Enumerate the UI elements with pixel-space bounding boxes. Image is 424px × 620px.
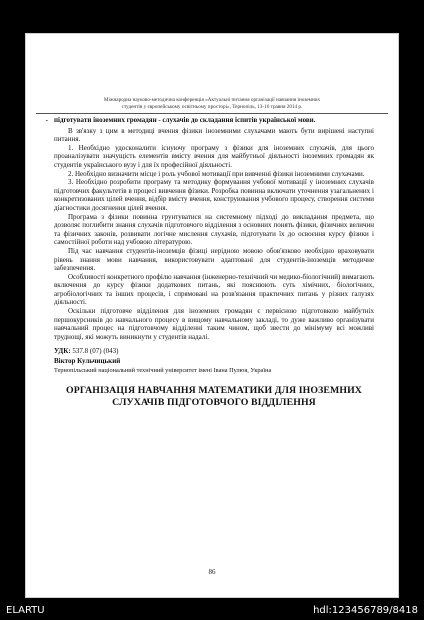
paragraph: Особливості конкретного профілю навчання (інженерно-технічний чи медико-біологічний) вимагають включення до курсу фізики додаткових питань, які пояснюють суть хімічних, біологічних, агробіологічних та інших процесів, і спрямовані на розв'язання практичних питань у різних галузях діяльності.	[54, 272, 375, 307]
handle-id: hdl:123456789/8418	[313, 605, 418, 616]
paragraph: Оскільки підготовче відділення для іноземних громадян є первісною підготовкою майбутніх першокурсників до навчального процесу в вищому навчальному закладі, то дуже важливо організувати навчальний процес на підготовчому відділенні таким чином, щоб звести до мінімуму всі можливі труднощі, які можуть виникнути у студентів надалі.	[54, 307, 374, 341]
header-line-2: студентів у європейському освітньому просторі», Тернопіль, 13-16 травня 2014 р.	[121, 104, 303, 110]
header-divider	[36, 113, 388, 114]
header-line-1: Міжнародна науково-методична конференція «Актуальні питання організації навчання іноземних	[103, 97, 321, 103]
article-body	[45, 116, 375, 408]
page-number: 86	[208, 568, 216, 576]
author-name: Віктор Кульчицький	[54, 357, 121, 366]
article-title: ОРГАНІЗАЦІЯ НАВЧАННЯ МАТЕМАТИКИ ДЛЯ ІНОЗЕМНИХ СЛУХАЧІВ ПІДГОТОВЧОГО ВІДДІЛЕННЯ	[66, 385, 362, 408]
document-page	[26, 34, 398, 597]
bullet-item	[40, 116, 374, 125]
running-header	[36, 97, 388, 111]
paragraph: 1. Необхідно удосконалити існуючу програму з фізики для іноземних слухачів, для цього проаналізувати значущість елементів вмісту вчення для майбутньої діяльності іноземних громадян як студентів українського вузу і для їх професійної діяльності.	[54, 143, 374, 169]
paragraph: Програма з фізики повинна грунтуватися на системному підході до викладання предмета, що дозволяє поглибити знання слухачів підготовчого відділення з основних понять фізики, фізичних величин та фізичних законів, розвивати логічне мислення слухачів, підготувати їх до освоєння курсу фізики і самостійної роботи над учбовою літературою.	[54, 212, 374, 247]
paragraph: 3. Необхідно розробити програму та методику формування учбової мотивації у іноземних слухачів підготовчих факультетів в процесі вивчення фізики. Розробка повинна включати уточнення узагальнених і конкретизованих цілей вчення, відбір вмісту вчення, конструювання учбового процесу, створення системи діагностики досягнення цілей вчення.	[54, 178, 374, 212]
udk-value: 537.8 (07) (043)	[72, 347, 119, 356]
paragraph: 2. Необхідно визначити місце і роль учбової мотивації при вивченні фізики іноземними слухачами.	[68, 169, 365, 178]
repository-name: ELARTU	[6, 605, 45, 616]
udk-label: УДК:	[54, 347, 71, 356]
paragraph: Під час навчання студентів-іноземців фізиці нерідною мовою обов'язково необхідно враховувати рівень знання мови навчання, використовувати адаптовані для студентів-іноземців методичне забезпечення.	[54, 246, 374, 273]
bullet-text: підготувати іноземних громадян - слухачів до складання іспитів української мови.	[54, 116, 316, 124]
author-affiliation: Тернопільський національний технічний університет імені Івана Пулюя, Україна	[54, 366, 272, 374]
udk-line	[54, 347, 374, 356]
paragraph: В зв'язку з цим в методиці вчення фізики іноземними слухачами мають бути вирішені наступні питання.	[54, 126, 374, 144]
bullet-dash: -	[45, 116, 48, 124]
